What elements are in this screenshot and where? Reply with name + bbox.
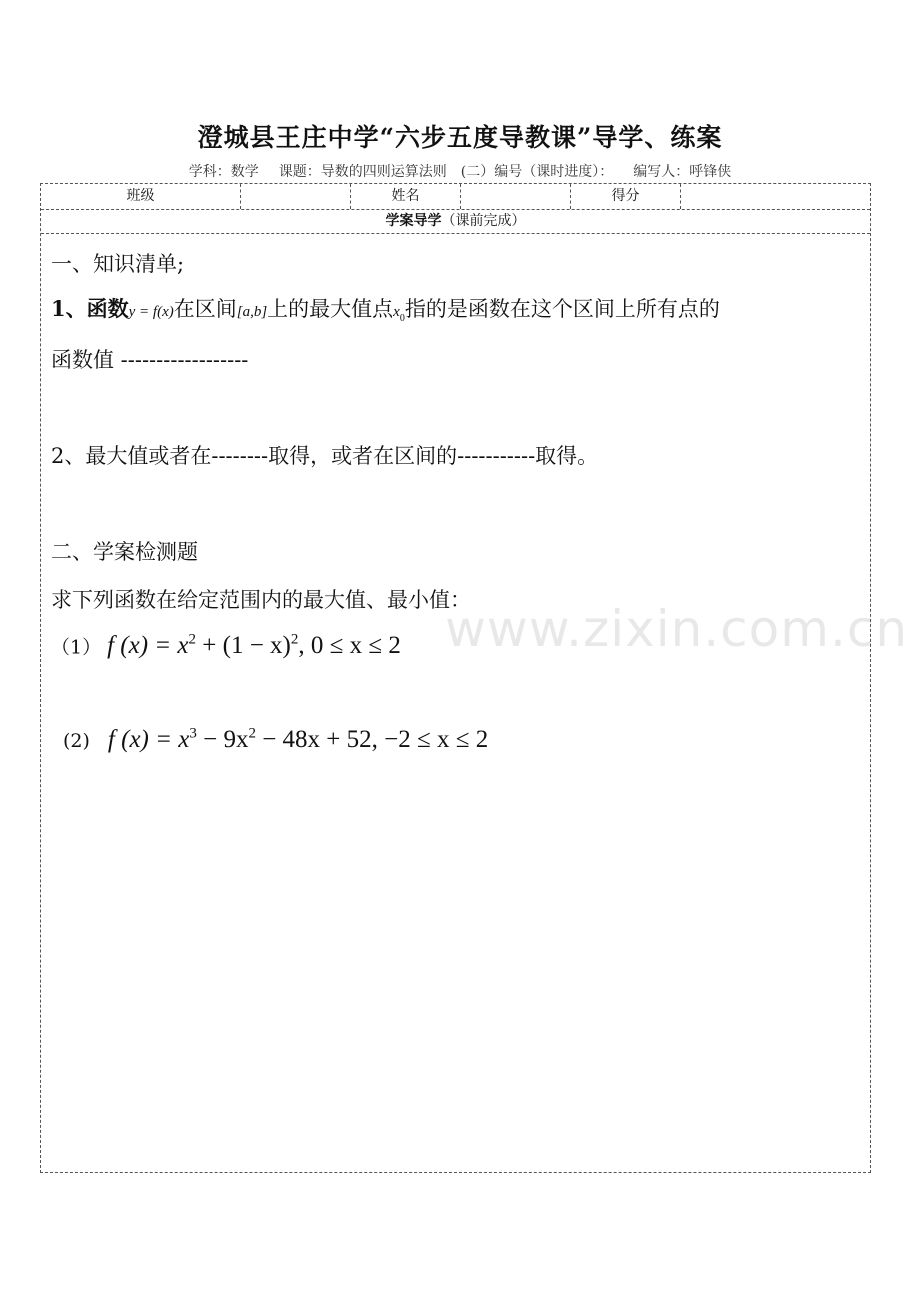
q1-interval: [a,b]: [236, 304, 268, 320]
q1-point: x: [393, 304, 400, 320]
problem-1-label: （1）: [51, 636, 102, 659]
question-2: 2、最大值或者在--------取得，或者在区间的-----------取得。: [51, 444, 599, 468]
q1-suffix: 指的是函数在这个区间上所有点的: [404, 297, 720, 321]
score-field[interactable]: [681, 184, 870, 209]
document-title: 澄城县王庄中学“六步五度导教课”导学、练案: [197, 123, 723, 152]
knowledge-heading: 一、知识清单;: [51, 252, 185, 276]
q1-point-subscript: 0: [399, 313, 405, 325]
class-field[interactable]: [241, 184, 351, 209]
q1-mid-1: 在区间: [173, 297, 237, 321]
topic-text: 课题：导数的四则运算法则 (二）编号（课时进度）：: [278, 164, 614, 180]
problem-2-formula: f $(x) = x^3 - 9x^2 - 48x + 52$, −2 ≤ x ≤ 2: [107, 726, 489, 754]
q1-mid-2: 上的最大值点: [267, 297, 394, 321]
problem-2-label: (2): [63, 730, 90, 753]
score-label: 得分: [571, 184, 681, 209]
question-1-line-1: [51, 293, 720, 324]
watermark: www.zixin.com.cn: [445, 600, 909, 658]
problem-2: [51, 726, 488, 754]
q1-function: y = f(x): [128, 304, 174, 320]
author-text: 编写人：呼锋侠: [633, 164, 732, 180]
name-label: 姓名: [351, 184, 461, 209]
banner-bold-text: 学案导学: [385, 213, 442, 229]
problem-1: [51, 632, 401, 660]
document-meta: [0, 161, 920, 181]
problem-1-formula: f $(x) = x^2 + (1 - x)^2$, 0 ≤ x ≤ 2: [107, 632, 401, 660]
info-row: [41, 184, 870, 210]
exercise-heading: 二、学案检测题: [51, 540, 198, 564]
q1-prefix: 1、函数: [51, 296, 129, 321]
question-1-line-2: 函数值 ------------------: [51, 348, 249, 372]
banner-rest-text: （课前完成）: [441, 213, 526, 229]
subject-text: 学科：数学: [188, 164, 259, 180]
exercise-intro: 求下列函数在给定范围内的最大值、最小值：: [51, 588, 471, 612]
class-label: 班级: [41, 184, 241, 209]
name-field[interactable]: [461, 184, 571, 209]
worksheet-frame: [40, 183, 871, 1173]
section-banner: [41, 210, 870, 234]
